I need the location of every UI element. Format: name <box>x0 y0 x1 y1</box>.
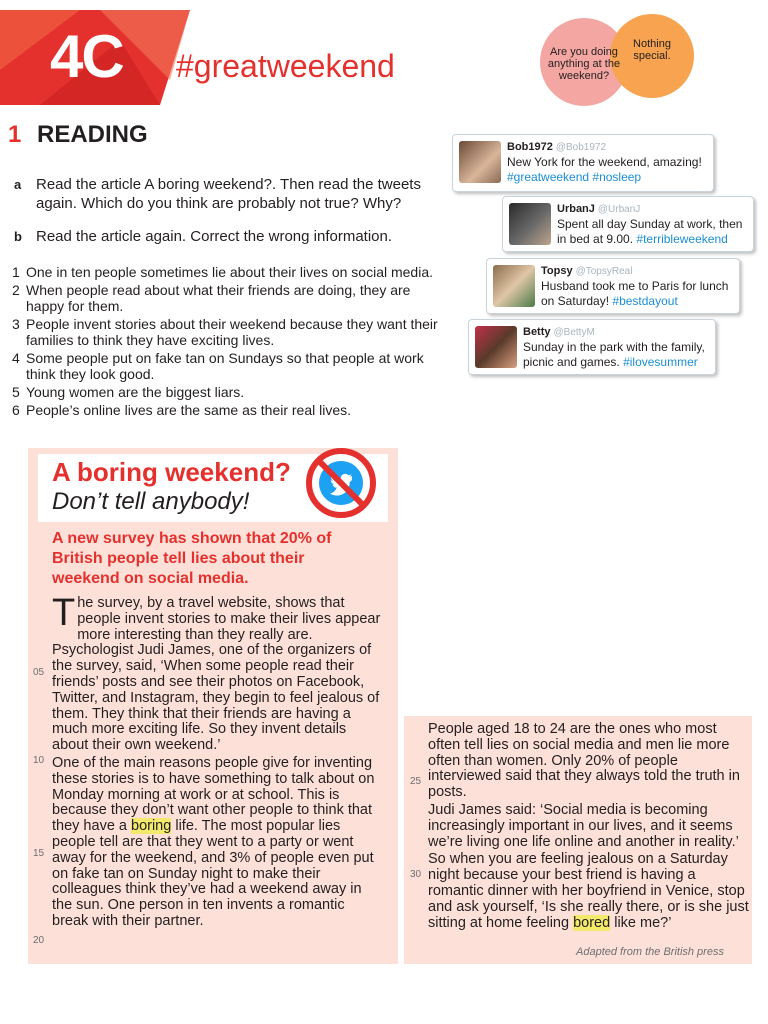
article-source: Adapted from the British press <box>576 946 724 958</box>
task-a-text: Read the article A boring weekend?. Then read the tweets again. Which do you think are probably not true? Why? <box>36 176 421 212</box>
avatar <box>509 203 551 245</box>
article-lead: A new survey has shown that 20% of British people tell lies about their weekend on social media. <box>52 530 332 587</box>
tweet-urbanj: UrbanJ @UrbanJ Spent all day Sunday at work, then in bed at 9.00. #terribleweekend <box>502 196 754 252</box>
tweet-betty: Betty @BettyM Sunday in the park with the family, picnic and games. #ilovesummer <box>468 319 716 375</box>
article-paragraph: Judi James said: ‘Social media is becoming increasingly important in our lives, and it seems we’re living one life online and another in reality.’ <box>428 801 739 850</box>
tweet-hashtags: #bestdayout <box>612 294 678 308</box>
statement-item: 3 People invent stories about their weekend because they want their families to think they have exciting lives. <box>12 316 438 348</box>
bubble-question-text: Are you doing anything at the weekend? <box>547 46 621 82</box>
statement-item: 6 People’s online lives are the same as their real lives. <box>12 402 352 418</box>
avatar <box>459 141 501 183</box>
bubble-answer-text: Nothing special. <box>633 38 671 62</box>
line-number: 20 <box>33 935 45 946</box>
line-number: 25 <box>410 776 422 787</box>
article-body-col1 <box>52 592 382 932</box>
statement-list <box>12 264 440 420</box>
tweet-hashtags: #terribleweekend <box>636 232 728 246</box>
line-number: 30 <box>410 869 422 880</box>
article-paragraph: So when you are feeling jealous on a Saturday night because your best friend is having a romantic dinner with her boyfriend in Venice, stop and ask yourself, ‘Is she really there, or is she just sitting at home feeling bored like me?’ <box>428 851 749 931</box>
tweet-hashtags: #ilovesummer <box>623 355 698 369</box>
dropcap: T <box>52 592 76 634</box>
article-title: A boring weekend? <box>52 457 291 487</box>
statement-item: 1 One in ten people sometimes lie about their lives on social media. <box>12 264 433 280</box>
avatar <box>475 326 517 368</box>
statement-item: 2 When people read about what their friends are doing, they are happy for them. <box>12 282 411 314</box>
tweet-text: Sunday in the park with the family, picnic and games. <box>523 340 705 369</box>
article-body-col2 <box>428 722 750 933</box>
avatar <box>493 265 535 307</box>
article-paragraph: People aged 18 to 24 are the ones who most often tell lies on social media and men lie more often than women. Only 20% of people interviewed said that they always told the truth in posts. <box>428 721 740 801</box>
line-number: 05 <box>33 667 45 678</box>
task-a-letter: a <box>14 177 22 192</box>
statement-item: 5 Young women are the biggest liars. <box>12 384 245 400</box>
task-b-letter: b <box>14 229 22 244</box>
no-twitter-icon <box>304 446 378 520</box>
tweet-text: New York for the weekend, amazing! <box>507 155 702 169</box>
tweet-text: Spent all day Sunday at work, then in bed at 9.00. <box>557 217 743 246</box>
task-b-text: Read the article again. Correct the wrong information. <box>36 228 393 245</box>
article-paragraph: The survey, by a travel website, shows that people invent stories to make their lives appear more interesting than they really are. Psychologist Judi James, one of the organizers of the survey, said, ‘When some people read their friends’ posts and see their photos on Facebook, Twitter, and Instagram, they begin to feel jealous of them. They think that their friends are having a much more exciting life. So they invent details about their own weekend.’ <box>52 592 381 754</box>
line-number: 10 <box>33 755 45 766</box>
unit-hashtag: #greatweekend <box>176 48 395 84</box>
unit-number: 4C <box>50 23 123 90</box>
tweet-bob1972: Bob1972 @Bob1972 New York for the weekend, amazing! #greatweekend #nosleep <box>452 134 714 192</box>
article-subtitle: Don’t tell anybody! <box>52 488 250 515</box>
line-number: 15 <box>33 848 45 859</box>
highlight-boring: boring <box>131 818 172 835</box>
statement-item: 4 Some people put on fake tan on Sundays so that people at work think they look good. <box>12 350 424 382</box>
highlight-bored: bored <box>573 914 611 931</box>
tweet-text: Husband took me to Paris for lunch on Saturday! <box>541 279 729 308</box>
section-number: 1 <box>8 121 22 148</box>
section-title: READING <box>37 121 148 148</box>
tweet-topsy: Topsy @TopsyReal Husband took me to Paris for lunch on Saturday! #bestdayout <box>486 258 740 314</box>
tweet-hashtags: #greatweekend #nosleep <box>507 170 642 184</box>
article-paragraph: One of the main reasons people give for inventing these stories is to have something to talk about on Monday morning at work or at school. This is because they don’t want other people to think that they have a boring life. The most popular lies people tell are that they went to a party or went away for the weekend, and 3% of people even put on fake tan on Sunday night to make their colleagues think they’ve had a weekend away in the sun. One person in ten invents a romantic break with their partner. <box>52 754 375 929</box>
